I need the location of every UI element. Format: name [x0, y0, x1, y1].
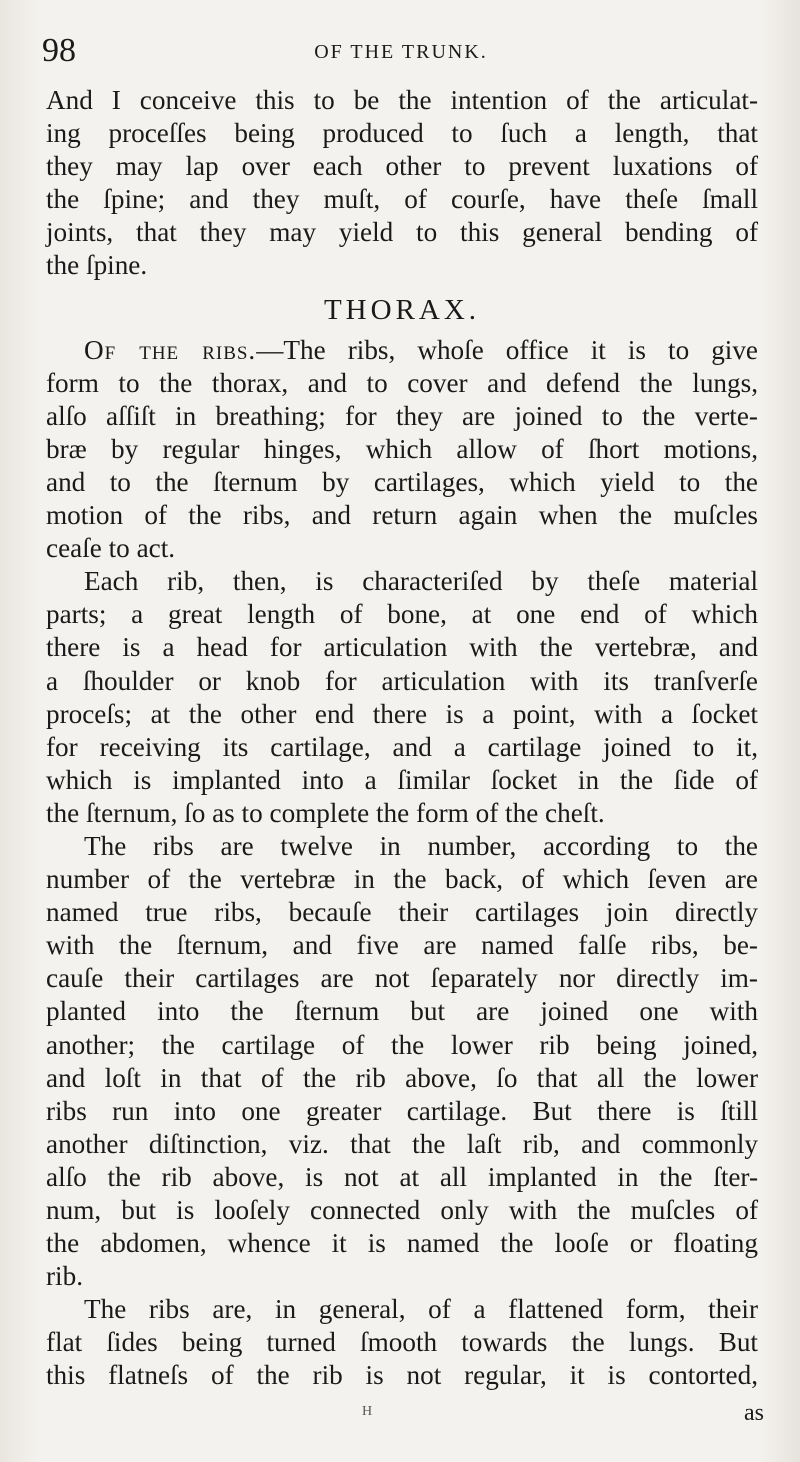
- text-line: the ſpine; and they muſt, of courſe, have theſe ſmall: [46, 184, 758, 215]
- text-line: Each rib, then, is characteriſed by theſe material: [84, 566, 758, 597]
- signature-mark: H: [362, 1404, 373, 1419]
- text-line: another diſtinction, viz. that the laſt rib, and commonly: [46, 1128, 758, 1159]
- text-line: num, but is looſely connected only with the muſcles of: [46, 1195, 758, 1225]
- running-title: OF THE TRUNK.: [314, 41, 488, 63]
- text-line: the ſternum, ſo as to complete the form of the cheſt.: [46, 797, 605, 828]
- text-line: parts; a great length of bone, at one end of which: [46, 599, 758, 630]
- run-in-heading: Of the ribs.: [84, 334, 257, 365]
- catchword: as: [744, 1400, 764, 1426]
- paragraph-2: [46, 334, 758, 566]
- text-line: alſo aſſiſt in breathing; for they are joined to the verte-: [46, 400, 758, 431]
- text-line: cauſe their cartilages are not ſeparately nor directly im-: [46, 963, 758, 994]
- text-line: alſo the rib above, is not at all implanted in the ſter-: [46, 1161, 758, 1192]
- text-line: proceſs; at the other end there is a point, with a ſocket: [46, 698, 758, 729]
- text-line: bræ by regular hinges, which allow of ſhort motions,: [46, 433, 758, 464]
- page-number: 98: [42, 32, 76, 69]
- section-heading: THORAX.: [323, 293, 481, 326]
- text-line: The ribs are twelve in number, according to the: [84, 830, 758, 861]
- text-line: named true ribs, becauſe their cartilages join directly: [46, 897, 758, 928]
- text-line: and loſt in that of the rib above, ſo that all the lower: [46, 1062, 758, 1093]
- paragraph-4: [46, 830, 758, 1293]
- text-line: there is a head for articulation with the vertebræ, and: [46, 632, 758, 663]
- text-line: ribs run into one greater cartilage. But there is ſtill: [46, 1095, 758, 1126]
- text-line: this flatneſs of the rib is not regular, it is contorted,: [46, 1360, 758, 1391]
- body-text: [46, 84, 758, 1393]
- text-line: planted into the ſternum but are joined one with: [46, 996, 758, 1027]
- text-line: number of the vertebræ in the back, of which ſeven are: [46, 864, 758, 895]
- text-line: flat ſides being turned ſmooth towards the lungs. But: [46, 1327, 758, 1358]
- text-line: another; the cartilage of the lower rib being joined,: [46, 1029, 758, 1060]
- text-line: [46, 334, 758, 367]
- text-line: motion of the ribs, and return again when the muſcles: [46, 500, 758, 531]
- paragraph-5: [46, 1293, 758, 1392]
- text-line: rib.: [46, 1261, 83, 1292]
- text-line: for receiving its cartilage, and a cartilage joined to it,: [46, 731, 758, 762]
- text-line: ing proceſſes being produced to ſuch a length, that: [46, 118, 758, 149]
- text-line: a ſhoulder or knob for articulation with its tranſverſe: [46, 665, 758, 696]
- text-line: the abdomen, whence it is named the looſe or floating: [46, 1228, 758, 1259]
- text-run: —The ribs, whoſe office it is to give: [256, 334, 758, 365]
- text-line: The ribs are, in general, of a flattened form, their: [84, 1294, 758, 1325]
- text-line: form to the thorax, and to cover and defend the lungs,: [46, 367, 758, 398]
- paragraph-3: [46, 565, 758, 830]
- text-line: joints, that they may yield to this general bending of: [46, 217, 758, 248]
- text-line: they may lap over each other to prevent luxations of: [46, 151, 758, 182]
- text-line: ceaſe to act.: [46, 533, 176, 564]
- paragraph-1: [46, 84, 758, 283]
- running-head: [42, 26, 760, 76]
- text-line: with the ſternum, and five are named falſe ribs, be-: [46, 930, 758, 961]
- text-line: And I conceive this to be the intention of the articulat-: [46, 85, 758, 115]
- text-line: the ſpine.: [46, 250, 148, 281]
- text-line: which is implanted into a ſimilar ſocket in the ſide of: [46, 764, 758, 795]
- text-line: and to the ſternum by cartilages, which yield to the: [46, 466, 758, 497]
